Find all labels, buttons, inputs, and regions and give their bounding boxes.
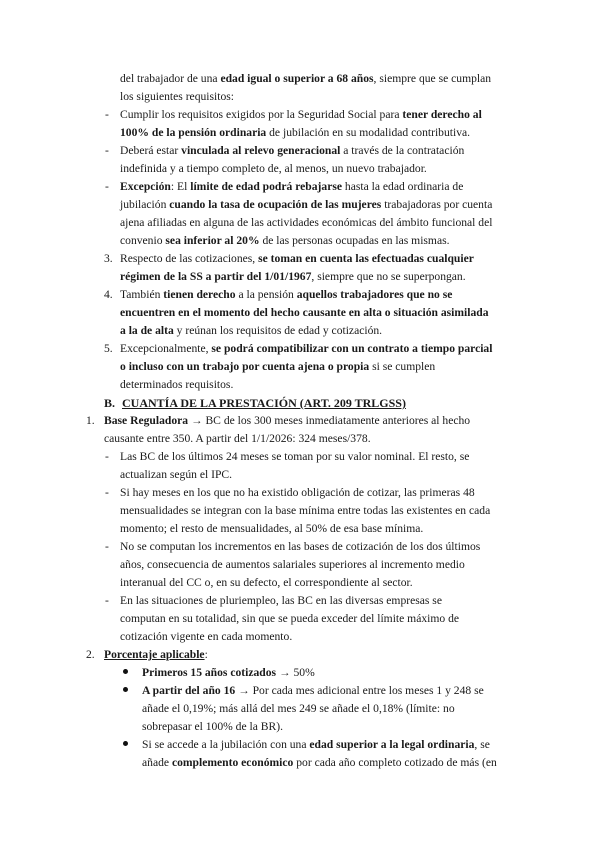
- dash-marker: -: [105, 108, 109, 121]
- section-heading: CUANTÍA DE LA PRESTACIÓN (ART. 209 TRLGSS): [122, 396, 406, 410]
- text-line: régimen de la SS a partir del 1/01/1967, siempre que no se superpongan.: [120, 270, 466, 283]
- text-line: años, consecuencia de aumentos salariales superiores al incremento medio: [120, 558, 465, 571]
- list-number: 3.: [104, 252, 113, 265]
- list-number: 5.: [104, 342, 113, 355]
- text-line: actualizan según el IPC.: [120, 468, 233, 481]
- text-line: computan en su totalidad, sin que se pueda exceder del límite máximo de: [120, 612, 460, 625]
- text-line: Deberá estar vinculada al relevo generacional a través de la contratación: [120, 144, 465, 157]
- section-letter: B.: [104, 396, 116, 410]
- bullet-marker: [123, 669, 128, 674]
- text-line: indefinida y a tiempo completo de, al menos, un nuevo trabajador.: [120, 162, 427, 175]
- list-number: 4.: [104, 288, 113, 301]
- text-line: jubilación cuando la tasa de ocupación de las mujeres trabajadoras por cuenta: [120, 198, 493, 211]
- text-line: Las BC de los últimos 24 meses se toman por su valor nominal. El resto, se: [120, 450, 470, 463]
- text-line: cotización vigente en cada momento.: [120, 630, 293, 643]
- text-line: Primeros 15 años cotizados → 50%: [142, 666, 315, 679]
- text-line: a la de alta y reúnan los requisitos de edad y cotización.: [120, 324, 383, 337]
- text-line: interanual del CC o, en su defecto, el correspondiente al sector.: [120, 576, 413, 589]
- bullet-marker: [123, 687, 128, 692]
- text-line: Porcentaje aplicable:: [104, 648, 208, 661]
- text-line: del trabajador de una edad igual o superior a 68 años, siempre que se cumplan: [120, 72, 492, 85]
- text-line: encuentren en el momento del hecho causante en alta o situación asimilada: [120, 306, 489, 319]
- text-line: 100% de la pensión ordinaria de jubilación en su modalidad contributiva.: [120, 126, 471, 139]
- text-line: convenio sea inferior al 20% de las personas ocupadas en las mismas.: [120, 234, 450, 247]
- text-line: No se computan los incrementos en las bases de cotización de los dos últimos: [120, 540, 481, 553]
- text-line: Cumplir los requisitos exigidos por la Seguridad Social para tener derecho al: [120, 108, 482, 121]
- list-number: 1.: [86, 414, 95, 427]
- text-line: los siguientes requisitos:: [120, 90, 235, 103]
- text-line: determinados requisitos.: [120, 378, 234, 391]
- text-line: momento; el resto de mensualidades, al 50% de esa base mínima.: [120, 522, 424, 535]
- dash-marker: -: [105, 180, 109, 193]
- list-number: 2.: [86, 648, 95, 661]
- dash-marker: -: [105, 450, 109, 463]
- dash-marker: -: [105, 594, 109, 607]
- text-line: Base Reguladora → BC de los 300 meses inmediatamente anteriores al hecho: [104, 414, 471, 427]
- text-line: añade el 0,19%; más allá del mes 249 se añade el 0,18% (límite: no: [142, 702, 455, 715]
- bullet-marker: [123, 741, 128, 746]
- dash-marker: -: [105, 486, 109, 499]
- text-line: mensualidades se integran con la base mínima entre todas las existentes en cada: [120, 504, 491, 517]
- text-line: En las situaciones de pluriempleo, las BC en las diversas empresas se: [120, 594, 442, 607]
- text-line: Respecto de las cotizaciones, se toman en cuenta las efectuadas cualquier: [120, 252, 474, 265]
- text-line: ajena afiliadas en alguna de las actividades económicas del ámbito funcional del: [120, 216, 493, 229]
- text-line: causante entre 350. A partir del 1/1/2026: 324 meses/378.: [104, 432, 371, 445]
- text-line: Excepción: El límite de edad podrá rebajarse hasta la edad ordinaria de: [120, 180, 464, 193]
- text-line: sobrepasar el 100% de la BR).: [142, 720, 284, 733]
- text-line: Si hay meses en los que no ha existido obligación de cotizar, las primeras 48: [120, 486, 475, 499]
- text-line: También tienen derecho a la pensión aquellos trabajadores que no se: [120, 288, 453, 301]
- text-line: A partir del año 16 → Por cada mes adicional entre los meses 1 y 248 se: [142, 684, 484, 697]
- dash-marker: -: [105, 144, 109, 157]
- text-line: Excepcionalmente, se podrá compatibilizar con un contrato a tiempo parcial: [120, 342, 493, 355]
- dash-marker: -: [105, 540, 109, 553]
- text-line: Si se accede a la jubilación con una edad superior a la legal ordinaria, se: [142, 738, 490, 751]
- text-line: o incluso con un trabajo por cuenta ajena o propia si se cumplen: [120, 360, 436, 373]
- text-line: añade complemento económico por cada año completo cotizado de más (en: [142, 756, 497, 769]
